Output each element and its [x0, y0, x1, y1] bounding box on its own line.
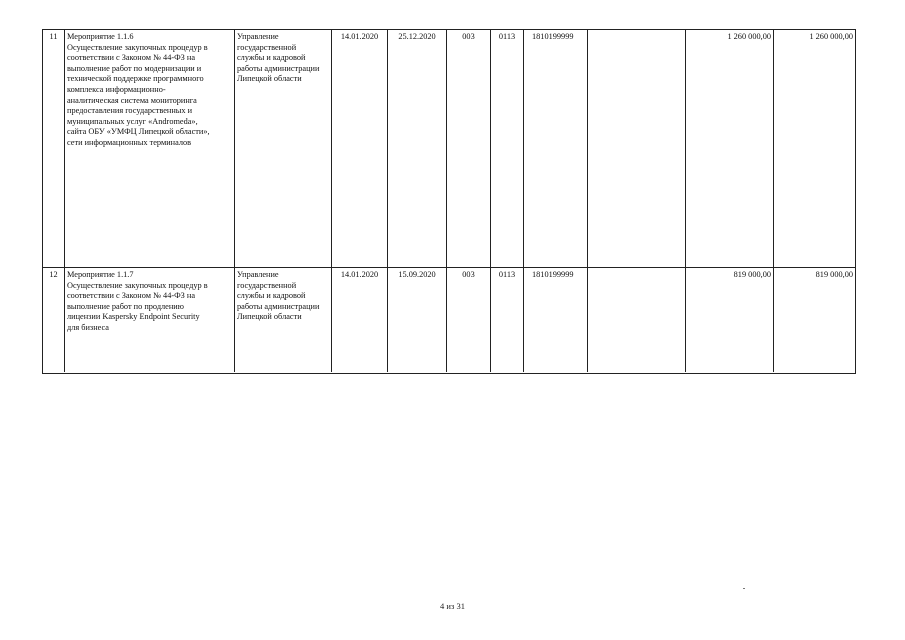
description-line: сети информационных терминалов: [67, 137, 192, 147]
description-line: Осуществление закупочных процедур в: [67, 42, 208, 52]
description-line: Осуществление закупочных процедур в: [67, 280, 208, 290]
organization-line: работы администрации: [237, 63, 320, 73]
organization-line: Управление: [237, 32, 279, 41]
activity-description: [64, 268, 234, 372]
description-line: сайта ОБУ «УМФЦ Липецкой области»,: [67, 127, 210, 137]
organization-line: работы администрации: [237, 301, 320, 311]
organization-line: службы и кадровой: [237, 291, 306, 301]
table-row: [43, 29, 855, 268]
description-line: выполнение работ по продлению: [67, 301, 184, 311]
responsible-organization: [234, 30, 331, 268]
ministry-code: 003: [446, 30, 490, 268]
activity-description: [64, 30, 234, 268]
description-line: Мероприятие 1.1.6: [67, 32, 134, 41]
section-code: 0113: [490, 268, 523, 372]
total-amount-cell: 1 260 000,00: [773, 30, 855, 268]
responsible-organization: [234, 268, 331, 372]
budget-table: [42, 29, 856, 374]
organization-line: государственной: [237, 280, 297, 290]
end-date: 15.09.2020: [387, 268, 446, 372]
description-line: Мероприятие 1.1.7: [67, 270, 134, 279]
target-item-code: 1810199999: [523, 30, 587, 268]
row-number: 11: [49, 32, 58, 41]
organization-line: Управление: [237, 270, 279, 279]
empty-cell: [587, 268, 685, 372]
page-number: 4 из 31: [440, 601, 465, 611]
start-date: 14.01.2020: [331, 30, 387, 268]
organization-line: службы и кадровой: [237, 53, 306, 63]
amount-cell: 819 000,00: [685, 268, 773, 372]
start-date: 14.01.2020: [331, 268, 387, 372]
description-line: соответствии с Законом № 44-ФЗ на: [67, 291, 196, 301]
description-line: лицензии Kaspersky Endpoint Security: [67, 312, 200, 322]
description-line: комплекса информационно-: [67, 84, 166, 94]
description-line: аналитическая система мониторинга: [67, 95, 197, 105]
total-amount-cell: 819 000,00: [773, 268, 855, 372]
amount-cell: 1 260 000,00: [685, 30, 773, 268]
section-code: 0113: [490, 30, 523, 268]
description-line: выполнение работ по модернизации и: [67, 63, 202, 73]
empty-cell: [587, 30, 685, 268]
target-item-code: 1810199999: [523, 268, 587, 372]
description-line: предоставления государственных и: [67, 106, 193, 116]
description-line: соответствии с Законом № 44-ФЗ на: [67, 53, 196, 63]
organization-line: государственной: [237, 42, 297, 52]
table-row: [43, 267, 855, 372]
ministry-code: 003: [446, 268, 490, 372]
organization-line: Липецкой области: [237, 312, 302, 322]
description-line: технической поддержке программного: [67, 74, 204, 84]
scan-speck: [743, 588, 745, 589]
row-number: 12: [49, 270, 58, 279]
description-line: муниципальных услуг «Andromeda»,: [67, 116, 198, 126]
organization-line: Липецкой области: [237, 74, 302, 84]
description-line: для бизнеса: [67, 322, 109, 332]
end-date: 25.12.2020: [387, 30, 446, 268]
